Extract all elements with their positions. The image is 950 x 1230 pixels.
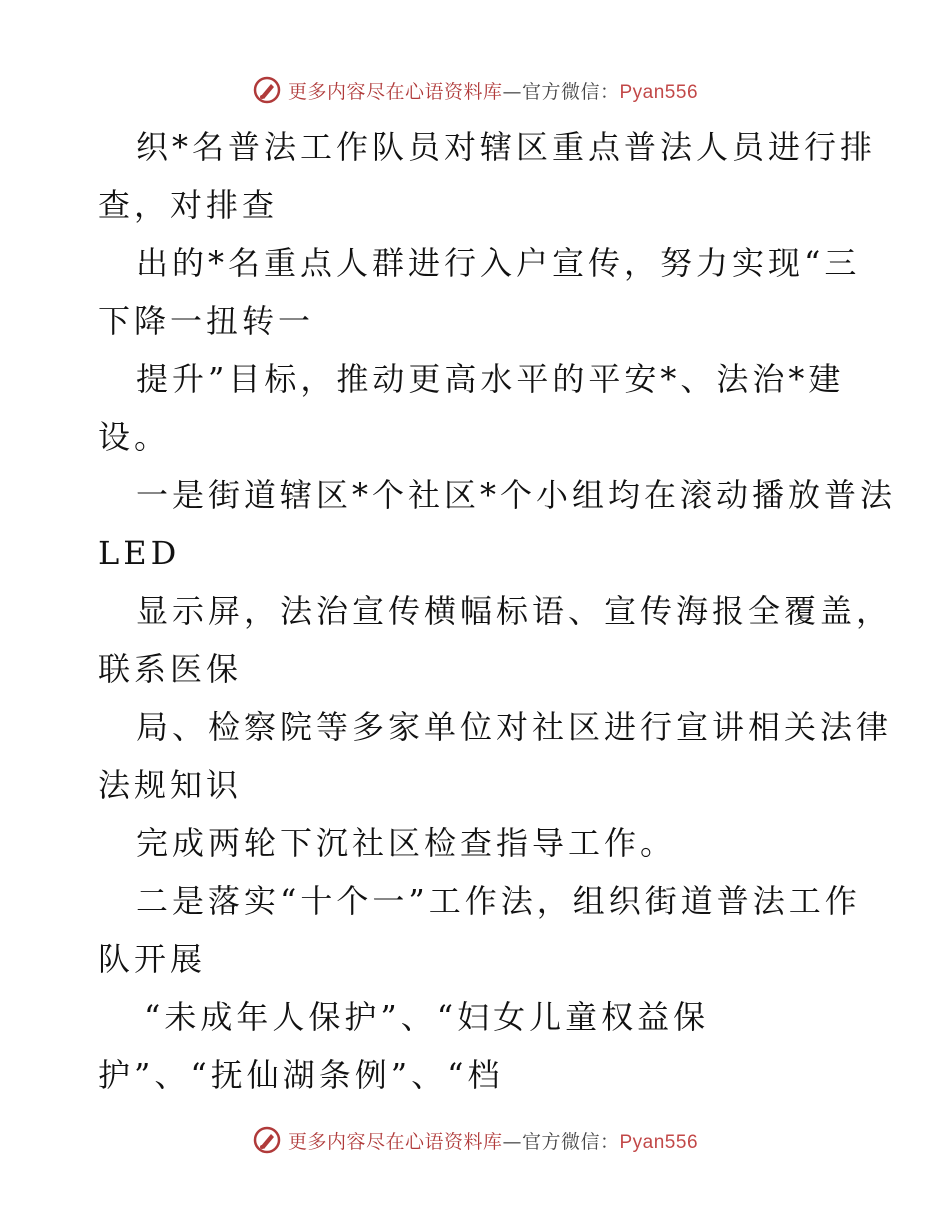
- body-line: 护”、“抚仙湖条例”、“档: [98, 1056, 504, 1094]
- body-line: 设。: [98, 418, 171, 456]
- watermark-text: [288, 77, 698, 104]
- watermark-text: [288, 1127, 698, 1154]
- watermark-wechat-label: 官方微信：: [521, 80, 620, 103]
- body-line: 织*名普法工作队员对辖区重点普法人员进行排: [136, 128, 877, 166]
- body-line: 法规知识: [98, 766, 243, 804]
- watermark-account: Pyan556: [619, 1131, 699, 1153]
- body-line: 显示屏，法治宣传横幅标语、宣传海报全覆盖，: [136, 592, 893, 630]
- watermark-brand: 更多内容尽在心语资料库: [287, 80, 503, 103]
- watermark-brand: 更多内容尽在心语资料库: [287, 1130, 503, 1153]
- body-line: 二是落实“十个一”工作法，组织街道普法工作: [136, 882, 861, 920]
- header-watermark: [0, 70, 950, 110]
- body-line: “未成年人保护”、“妇女儿童权益保: [144, 998, 710, 1036]
- pen-circle-icon: [252, 75, 282, 105]
- body-line: 下降一扭转一: [98, 302, 315, 340]
- pen-circle-icon: [252, 1125, 282, 1155]
- body-line: LED: [98, 534, 181, 572]
- body-line: 出的*名重点人群进行入户宣传，努力实现“三: [136, 244, 861, 282]
- body-line: 一是街道辖区*个社区*个小组均在滚动播放普法: [136, 476, 897, 514]
- watermark-separator: —: [502, 80, 522, 103]
- footer-watermark: [0, 1120, 950, 1160]
- body-line: 查，对排查: [98, 186, 279, 224]
- body-line: 局、检察院等多家单位对社区进行宣讲相关法律: [136, 708, 893, 746]
- body-line: 联系医保: [98, 650, 243, 688]
- watermark-separator: —: [502, 1130, 522, 1153]
- body-line: 完成两轮下沉社区检查指导工作。: [136, 824, 677, 862]
- document-body: [98, 118, 897, 1104]
- watermark-wechat-label: 官方微信：: [521, 1130, 620, 1153]
- body-line: 队开展: [98, 940, 207, 978]
- watermark-account: Pyan556: [619, 81, 699, 103]
- body-line: 提升”目标，推动更高水平的平安*、法治*建: [136, 360, 845, 398]
